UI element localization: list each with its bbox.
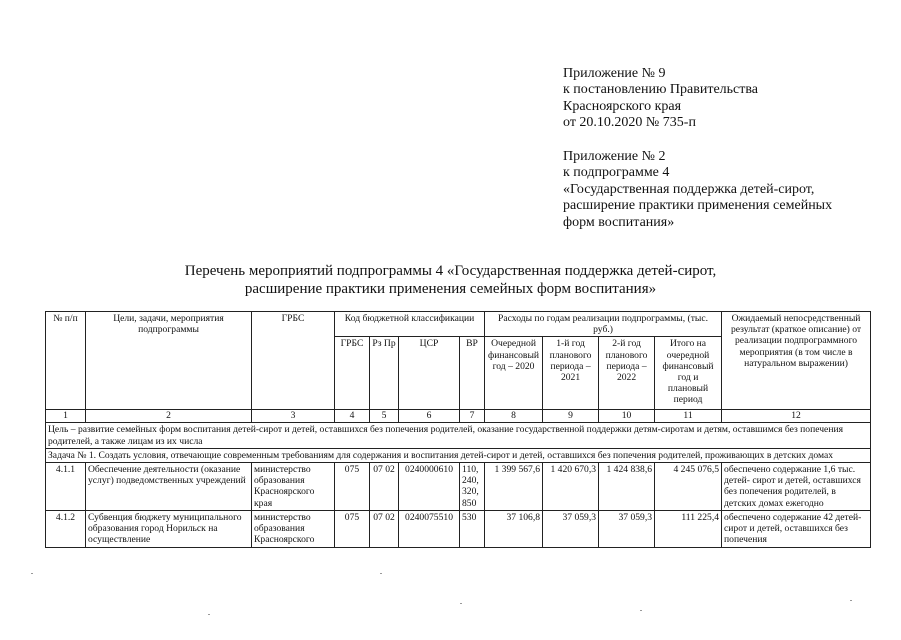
row-y2022: 1 424 838,6	[599, 463, 655, 511]
row-grbs-name: министерство образования Красноярского края	[252, 463, 335, 511]
row-csr: 0240000610	[399, 463, 460, 511]
column-number: 5	[370, 410, 399, 423]
row-vr: 110, 240, 320, 850	[460, 463, 485, 511]
header-code-rzpr: Рз Пр	[370, 337, 399, 410]
row-y2021: 1 420 670,3	[543, 463, 599, 511]
column-number: 9	[543, 410, 599, 423]
document-title-line: Перечень мероприятий подпрограммы 4 «Государственная поддержка детей-сирот,	[184, 263, 717, 279]
column-number: 4	[335, 410, 370, 423]
row-y2021: 37 059,3	[543, 510, 599, 547]
header-year-2022: 2-й год планового периода – 2022	[599, 337, 655, 410]
header-num: № п/п	[46, 312, 86, 410]
row-y2020: 37 106,8	[485, 510, 543, 547]
header-row	[46, 312, 871, 337]
appendix-2-line: форм воспитания»	[563, 214, 675, 230]
header-result: Ожидаемый непосредственный результат (краткое описание) от реализации подпрограммного мероприятия (в том числе в натуральном выражении)	[722, 312, 871, 410]
document-title-line: расширение практики применения семейных форм воспитания»	[244, 281, 657, 297]
scan-speck	[208, 614, 210, 615]
column-number-row	[46, 410, 871, 423]
column-number: 3	[252, 410, 335, 423]
appendix-9-line: Приложение № 9	[563, 66, 666, 81]
row-result: обеспечено содержание 1,6 тыс. детей- сирот и детей, оставшихся без попечения родителей, в детских домах ежегодно	[722, 463, 871, 511]
row-name: Обеспечение деятельности (оказание услуг) подведомственных учреждений	[86, 463, 252, 511]
appendix-2-line: к подпрограмме 4	[563, 165, 670, 181]
scan-speck	[850, 600, 852, 601]
row-num: 4.1.1	[46, 463, 86, 511]
row-grbs-name: министерство образования Красноярского	[252, 510, 335, 547]
header-code-csr: ЦСР	[399, 337, 460, 410]
appendix-9-line: от 20.10.2020 № 735-п	[563, 115, 696, 131]
header-year-2021: 1-й год планового периода – 2021	[543, 337, 599, 410]
header-code-grbs: ГРБС	[335, 337, 370, 410]
row-y2020: 1 399 567,6	[485, 463, 543, 511]
table-row	[46, 510, 871, 547]
scan-speck	[31, 573, 33, 574]
task-text: Задача № 1. Создать условия, отвечающие современным требованиям для содержания и воспитания детей-сирот и детей, оставшихся без попечения родителей, проживающих в детских домах	[46, 448, 871, 462]
column-number: 1	[46, 410, 86, 423]
row-rzpr: 07 02	[370, 463, 399, 511]
header-year-total: Итого на очередной финансовый год и плановый период	[655, 337, 722, 410]
task-row	[46, 448, 871, 462]
column-number: 6	[399, 410, 460, 423]
header-grbs: ГРБС	[252, 312, 335, 410]
row-num: 4.1.2	[46, 510, 86, 547]
header-expenses: Расходы по годам реализации подпрограммы, (тыс. руб.)	[485, 312, 722, 337]
appendix-9-line: Красноярского края	[563, 98, 682, 114]
appendix-2-line: «Государственная поддержка детей-сирот,	[563, 181, 815, 197]
row-result: обеспечено содержание 42 детей-сирот и детей, оставшихся без попечения	[722, 510, 871, 547]
row-csr: 0240075510	[399, 510, 460, 547]
measures-table	[45, 311, 871, 548]
row-y2022: 37 059,3	[599, 510, 655, 547]
row-rzpr: 07 02	[370, 510, 399, 547]
column-number: 11	[655, 410, 722, 423]
row-total: 4 245 076,5	[655, 463, 722, 511]
header-budget-code: Код бюджетной классификации	[335, 312, 485, 337]
appendix-2-line: расширение практики применения семейных	[563, 198, 833, 214]
scan-speck	[640, 610, 642, 611]
row-code-grbs: 075	[335, 510, 370, 547]
row-name: Субвенция бюджету муниципального образования город Норильск на осуществление	[86, 510, 252, 547]
goal-text: Цель – развитие семейных форм воспитания детей-сирот и детей, оставшихся без попечения родителей, оказание государственной поддержки детям-сиротам и детям, оставшимся без попечения родителей, а также лицам из их числа	[46, 423, 871, 448]
row-vr: 530	[460, 510, 485, 547]
header-year-2020: Очередной финансовый год – 2020	[485, 337, 543, 410]
appendix-2-line: Приложение № 2	[563, 149, 666, 164]
column-number: 12	[722, 410, 871, 423]
column-number: 2	[86, 410, 252, 423]
scan-speck	[460, 603, 462, 604]
header-goals: Цели, задачи, мероприятия подпрограммы	[86, 312, 252, 410]
row-code-grbs: 075	[335, 463, 370, 511]
document-title	[0, 262, 901, 298]
scan-speck	[380, 573, 382, 574]
appendix-9-line: к постановлению Правительства	[563, 82, 759, 98]
appendix-9-block	[563, 66, 883, 132]
column-number: 10	[599, 410, 655, 423]
table-row	[46, 463, 871, 511]
column-number: 7	[460, 410, 485, 423]
row-total: 111 225,4	[655, 510, 722, 547]
appendix-2-block	[563, 149, 883, 231]
header-code-vr: ВР	[460, 337, 485, 410]
goal-row	[46, 423, 871, 448]
column-number: 8	[485, 410, 543, 423]
